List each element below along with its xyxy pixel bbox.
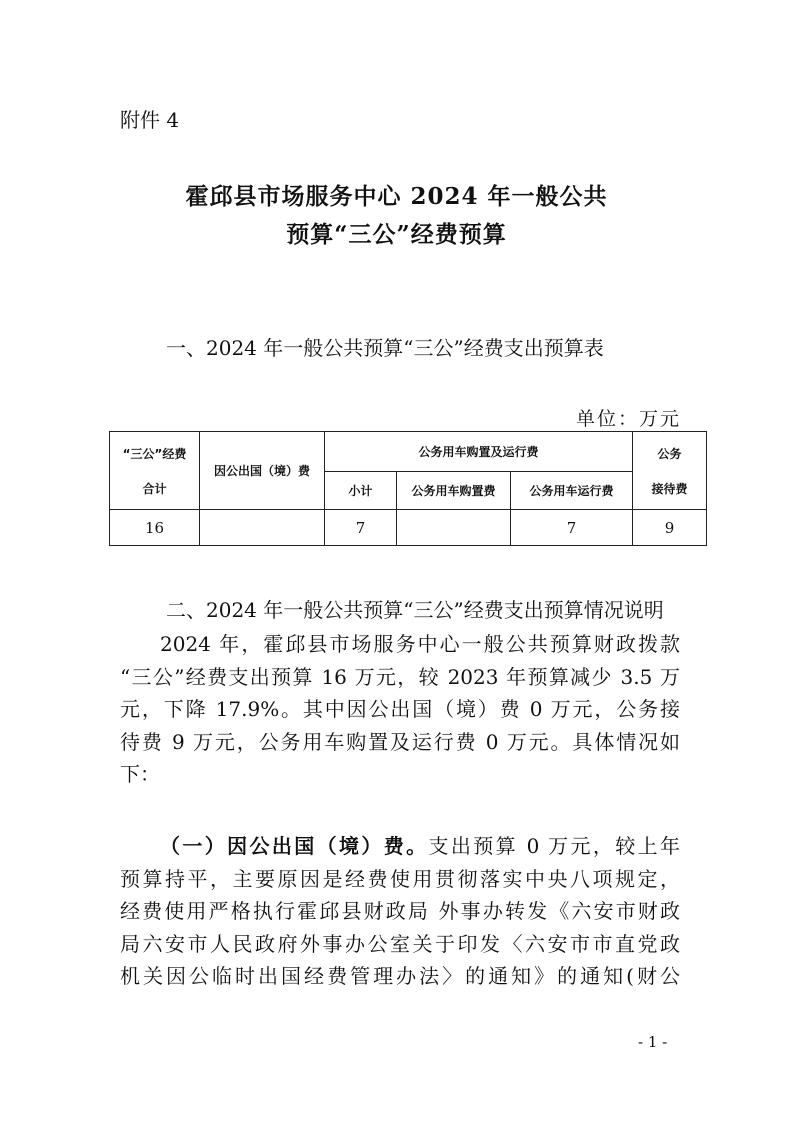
paragraph-line: 机关因公临时出国经费管理办法〉的通知》的通知(财公 <box>120 964 680 989</box>
page-number: - 1 - <box>638 1033 668 1051</box>
document-title-line1: 霍邱县市场服务中心 2024 年一般公共 <box>185 183 608 210</box>
paragraph-line: 元，下降 17.9%。其中因公出国（境）费 0 万元，公务接 <box>120 697 680 722</box>
paragraph-line: 下： <box>120 762 160 787</box>
paragraph-line <box>120 830 680 863</box>
cell-subtotal: 7 <box>325 510 397 546</box>
attachment-label: 附件 4 <box>120 108 180 132</box>
paragraph-overseas <box>120 830 680 993</box>
document-title-line2: 预算“三公”经费预算 <box>286 221 507 248</box>
paragraph-line: “三公”经费支出预算 16 万元，较 2023 年预算减少 3.5 万 <box>120 664 680 689</box>
overseas-text: 支出预算 0 万元，较上年 <box>428 834 680 858</box>
header-total <box>110 432 200 510</box>
budget-table <box>109 431 707 546</box>
header-operation: 公务用车运行费 <box>511 472 633 510</box>
header-subtotal: 小计 <box>325 472 397 510</box>
cell-operation: 7 <box>511 510 633 546</box>
header-purchase: 公务用车购置费 <box>397 472 511 510</box>
cell-reception: 9 <box>633 510 707 546</box>
section1-heading: 一、2024 年一般公共预算“三公”经费支出预算表 <box>166 336 604 360</box>
header-total-line1: “三公”经费 <box>122 446 187 461</box>
header-reception-line2: 接待费 <box>651 481 688 496</box>
cell-overseas <box>200 510 325 546</box>
cell-purchase <box>397 510 511 546</box>
section2-heading: 二、2024 年一般公共预算“三公”经费支出预算情况说明 <box>166 598 664 622</box>
unit-label: 单位：万元 <box>576 408 682 430</box>
paragraph-line: 待费 9 万元，公务用车购置及运行费 0 万元。具体情况如 <box>120 729 680 754</box>
paragraph-line: 经费使用严格执行霍邱县财政局 外事办转发《六安市财政 <box>120 899 680 924</box>
paragraph-line: 2024 年，霍邱县市场服务中心一般公共预算财政拨款 <box>160 632 680 656</box>
table-row <box>110 510 707 546</box>
header-reception-line1: 公务 <box>657 446 682 461</box>
header-total-line2: 合计 <box>142 481 167 496</box>
header-overseas: 因公出国（境）费 <box>200 432 325 510</box>
paragraph-line: 局六安市人民政府外事办公室关于印发〈六安市市直党政 <box>120 931 680 956</box>
header-vehicle-group: 公务用车购置及运行费 <box>325 432 633 472</box>
header-reception <box>633 432 707 510</box>
cell-total: 16 <box>110 510 200 546</box>
paragraph-summary <box>120 628 680 791</box>
paragraph-line: 预算持平，主要原因是经费使用贯彻落实中央八项规定， <box>120 866 680 891</box>
overseas-subheading: （一）因公出国（境）费。 <box>160 834 429 858</box>
